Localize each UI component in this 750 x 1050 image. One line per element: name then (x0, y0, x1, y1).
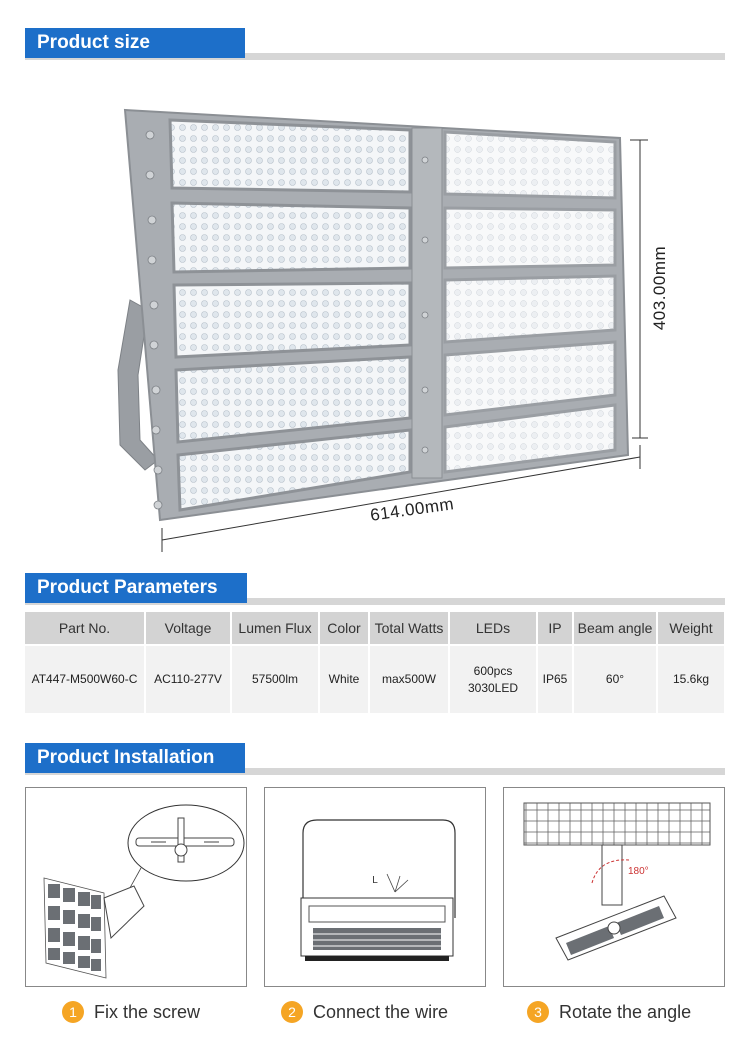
section-title: Product Installation (25, 743, 245, 773)
parameters-table (25, 612, 726, 713)
header-lumen-flux: Lumen Flux (231, 612, 319, 645)
cell-beam-angle: 60° (573, 645, 657, 713)
cell-voltage: AC110-277V (145, 645, 231, 713)
header-part-no: Part No. (25, 612, 145, 645)
cell-weight: 15.6kg (657, 645, 725, 713)
header-beam-angle: Beam angle (573, 612, 657, 645)
step-number-badge: 2 (281, 1001, 303, 1023)
product-size-header (25, 28, 725, 60)
rotate-angle-illustration (504, 788, 725, 987)
step-label: Connect the wire (313, 1001, 449, 1022)
height-dimension: 403.00mm (650, 245, 669, 331)
width-dimension: 614.00mm (369, 494, 456, 525)
install-step-2-image (264, 787, 486, 987)
install-step-1 (62, 997, 200, 1027)
cell-leds-count: 600pcs (473, 663, 513, 678)
cell-ip: IP65 (537, 645, 573, 713)
cell-total-watts: max500W (369, 645, 449, 713)
floodlight-product-image (100, 100, 680, 560)
table-row (25, 645, 725, 713)
fix-screw-illustration (26, 788, 247, 987)
cell-lumen-flux: 57500lm (231, 645, 319, 713)
header-total-watts: Total Watts (369, 612, 449, 645)
install-step-2 (281, 997, 448, 1027)
section-title: Product Parameters (25, 573, 247, 603)
svg-text:L: L (372, 875, 378, 886)
cell-part-no: AT447-M500W60-C (25, 645, 145, 713)
step-label: Fix the screw (94, 1001, 201, 1022)
section-title: Product size (25, 28, 245, 58)
product-parameters-header (25, 573, 725, 605)
product-installation-header (25, 743, 725, 775)
install-step-1-image (25, 787, 247, 987)
step-number-badge: 1 (62, 1001, 84, 1023)
rotate-angle-label: 180° (628, 866, 649, 877)
header-ip: IP (537, 612, 573, 645)
header-color: Color (319, 612, 369, 645)
left-modules (170, 120, 410, 510)
connect-wire-illustration (265, 788, 486, 987)
step-label: Rotate the angle (559, 1001, 692, 1022)
cell-leds-type: 3030LED (467, 680, 519, 695)
header-leds: LEDs (449, 612, 537, 645)
step-number-badge: 3 (527, 1001, 549, 1023)
cell-color: White (319, 645, 369, 713)
table-header-row (25, 612, 725, 645)
cell-leds (449, 645, 537, 713)
header-voltage: Voltage (145, 612, 231, 645)
install-step-3 (527, 997, 691, 1027)
install-step-3-image (503, 787, 725, 987)
header-weight: Weight (657, 612, 725, 645)
